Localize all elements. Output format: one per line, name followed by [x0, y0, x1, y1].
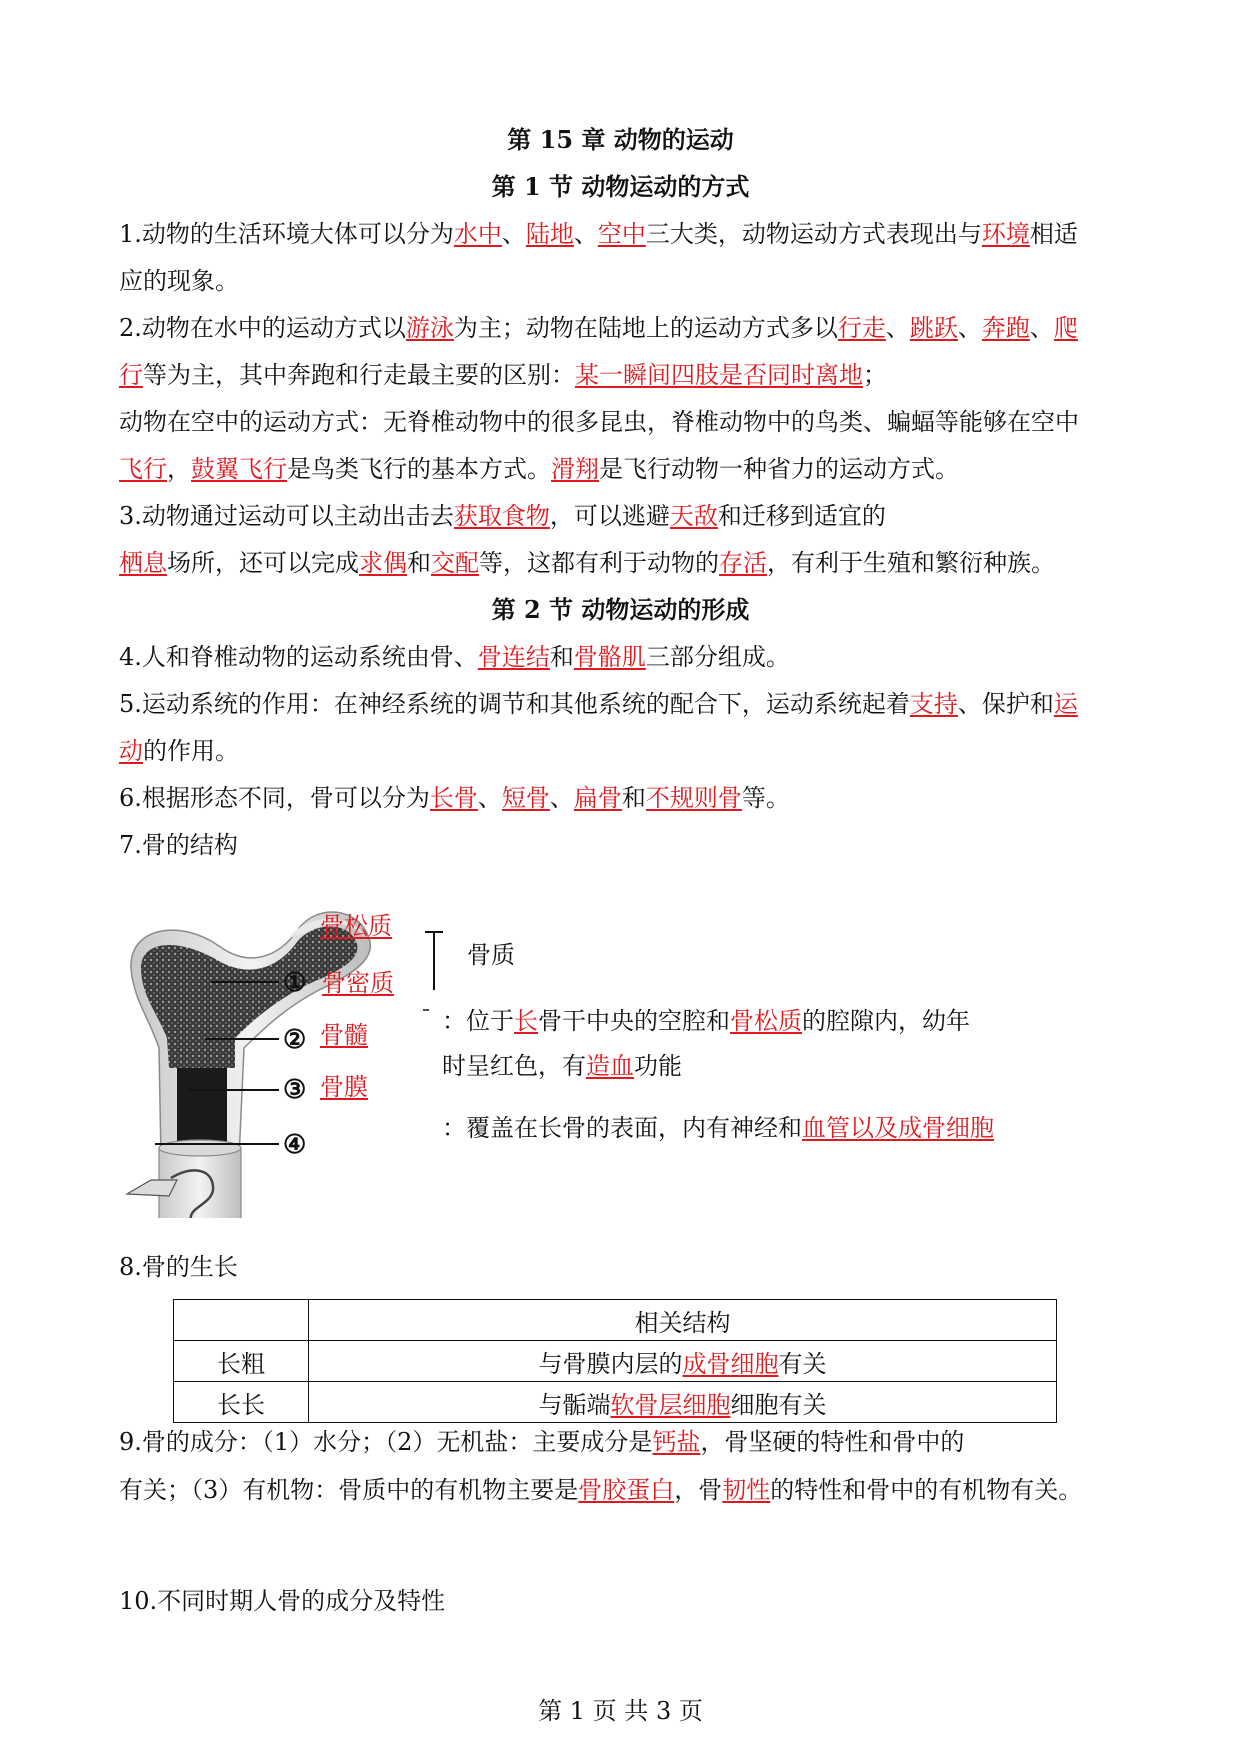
row-structure	[309, 1382, 1057, 1423]
text: 等为主，其中奔跑和行走最主要的区别：	[143, 361, 575, 389]
table-row	[174, 1382, 1057, 1423]
answer-blank: 韧性	[722, 1476, 771, 1504]
answer-blank: 造血	[586, 1052, 634, 1080]
text: 和	[621, 784, 646, 812]
text: 9.骨的成分：（1）水分；（2）无机盐：主要成分是	[119, 1428, 653, 1456]
item-3-line-1	[119, 501, 886, 531]
answer-blank: 空中	[597, 220, 646, 248]
periosteum-description	[442, 1113, 994, 1143]
table-header-empty	[174, 1300, 309, 1341]
item-2-line-2	[119, 360, 887, 390]
answer-blank: 陆地	[525, 220, 574, 248]
item-1-line-2: 应的现象。	[119, 267, 239, 295]
text: ：位于	[442, 1007, 514, 1035]
answer-blank: 不规则骨	[645, 784, 742, 812]
bracket-line	[421, 930, 451, 1060]
table-row	[174, 1341, 1057, 1382]
answer-blank: 运	[1053, 690, 1078, 718]
answer-blank: 鼓翼飞行	[191, 455, 287, 483]
answer-blank: 长	[514, 1007, 538, 1035]
text: 6.根据形态不同，骨可以分为	[119, 784, 430, 812]
row-structure	[309, 1341, 1057, 1382]
answer-blank: 钙盐	[652, 1428, 701, 1456]
text: 的作用。	[143, 737, 239, 765]
bone-substance-label: 骨质	[467, 941, 515, 969]
answer-blank: 滑翔	[551, 455, 599, 483]
text: 、	[957, 314, 982, 342]
item-4-line-1	[119, 642, 790, 672]
row-label: 长长	[174, 1382, 309, 1423]
answer-blank: 环境	[981, 220, 1030, 248]
text: 2.动物在水中的运动方式以	[119, 314, 406, 342]
marrow-cavity	[177, 1068, 227, 1148]
text: 与骨膜内层的	[538, 1349, 683, 1378]
answer-blank: 骨骼肌	[573, 643, 646, 671]
answer-blank: 栖息	[119, 549, 167, 577]
answer-blank: 游泳	[405, 314, 454, 342]
answer-blank: 奔跑	[981, 314, 1030, 342]
long-bone-illustration	[119, 898, 449, 1218]
text: 5.运动系统的作用：在神经系统的调节和其他系统的配合下，运动系统起着	[119, 690, 910, 718]
page-footer: 第 1 页 共 3 页	[538, 1697, 703, 1725]
item-2-line-4	[119, 454, 959, 484]
answer-blank: 跳跃	[909, 314, 958, 342]
bone-growth-table	[173, 1299, 1057, 1423]
label-compact-bone: 骨密质	[322, 969, 394, 997]
text: 有关；（3）有机物：骨质中的有机物主要是	[119, 1476, 579, 1504]
periosteum-flap	[127, 1180, 177, 1196]
text: 与骺端	[538, 1390, 611, 1419]
answer-blank: 支持	[909, 690, 958, 718]
text: ，骨坚硬的特性和骨中的	[700, 1428, 965, 1456]
text: 、	[573, 220, 598, 248]
answer-blank: 水中	[453, 220, 502, 248]
text: 的腔隙内，幼年	[802, 1007, 970, 1035]
marrow-description-line-1	[442, 1006, 970, 1036]
text: 、	[885, 314, 910, 342]
text: ；	[863, 361, 887, 389]
answer-blank: 软骨层细胞	[610, 1390, 731, 1419]
marker-1: ①	[283, 968, 307, 998]
answer-blank: 行走	[837, 314, 886, 342]
answer-blank: 血管以及成骨细胞	[802, 1114, 994, 1142]
item-7-title: 7.骨的结构	[119, 831, 238, 859]
chapter-title: 第 15 章 动物的运动	[507, 125, 734, 154]
text: 4.人和脊椎动物的运动系统由骨、	[119, 643, 478, 671]
answer-blank: 某一瞬间四肢是否同时离地	[575, 361, 863, 389]
bone-structure-figure	[119, 898, 1059, 1218]
answer-blank: 飞行	[119, 455, 167, 483]
table-header-cell: 相关结构	[309, 1300, 1057, 1341]
answer-blank: 行	[119, 361, 143, 389]
marker-3: ③	[283, 1075, 307, 1105]
answer-blank: 求偶	[359, 549, 407, 577]
answer-blank: 动	[119, 737, 143, 765]
text: 有关	[778, 1349, 827, 1378]
item-5-line-1	[119, 689, 1078, 719]
answer-blank: 短骨	[501, 784, 550, 812]
text: 、	[549, 784, 574, 812]
item-9-line-1	[119, 1427, 964, 1457]
marker-2: ②	[283, 1025, 307, 1055]
item-2-line-1	[119, 313, 1078, 343]
item-6-line-1	[119, 783, 790, 813]
text: ，有利于生殖和繁衍种族。	[767, 549, 1055, 577]
text: 等，这都有利于动物的	[479, 549, 719, 577]
answer-blank: 获取食物	[453, 502, 550, 530]
label-marrow: 骨髓	[320, 1021, 368, 1049]
text: 、保护和	[957, 690, 1054, 718]
text: 相适	[1029, 220, 1078, 248]
bone-cut-surface	[159, 1140, 241, 1156]
text: 、	[477, 784, 502, 812]
text: 场所，还可以完成	[167, 549, 359, 577]
marker-4: ④	[283, 1130, 307, 1160]
item-8-title: 8.骨的生长	[119, 1253, 238, 1281]
text: 时呈红色，有	[442, 1052, 586, 1080]
section-2-title: 第 2 节 动物运动的形成	[491, 595, 750, 624]
text: 和	[549, 643, 574, 671]
item-1-line-1	[119, 219, 1078, 249]
label-spongy-bone: 骨松质	[320, 912, 392, 940]
answer-blank: 存活	[719, 549, 767, 577]
item-5-line-2	[119, 736, 239, 766]
text: 和迁移到适宜的	[717, 502, 886, 530]
answer-blank: 骨松质	[730, 1007, 802, 1035]
text: 三部分组成。	[645, 643, 790, 671]
text: 骨干中央的空腔和	[538, 1007, 730, 1035]
text: 是鸟类飞行的基本方式。	[287, 455, 551, 483]
marrow-description-line-2	[442, 1051, 682, 1081]
text: 、	[501, 220, 526, 248]
item-9-line-2	[119, 1475, 1082, 1505]
answer-blank: 骨连结	[477, 643, 550, 671]
section-1-title: 第 1 节 动物运动的方式	[491, 172, 750, 201]
text: 的特性和骨中的有机物有关。	[770, 1476, 1083, 1504]
answer-blank: 扁骨	[573, 784, 622, 812]
answer-blank: 天敌	[669, 502, 718, 530]
text: ，	[167, 455, 191, 483]
text: 1.动物的生活环境大体可以分为	[119, 220, 454, 248]
text: ，可以逃避	[549, 502, 670, 530]
answer-blank: 交配	[431, 549, 479, 577]
table-header-row	[174, 1300, 1057, 1341]
row-label: 长粗	[174, 1341, 309, 1382]
text: 三大类，动物运动方式表现出与	[645, 220, 982, 248]
text: 细胞有关	[730, 1390, 827, 1419]
answer-blank: 长骨	[429, 784, 478, 812]
answer-blank: 骨胶蛋白	[578, 1476, 675, 1504]
answer-blank: 爬	[1053, 314, 1078, 342]
answer-blank: 成骨细胞	[682, 1349, 779, 1378]
text: 功能	[634, 1052, 682, 1080]
text: 3.动物通过运动可以主动出击去	[119, 502, 454, 530]
label-periosteum: 骨膜	[320, 1073, 368, 1101]
text: 为主；动物在陆地上的运动方式多以	[453, 314, 838, 342]
text: ：覆盖在长骨的表面，内有神经和	[442, 1114, 802, 1142]
text: 是飞行动物一种省力的运动方式。	[599, 455, 959, 483]
text: 、	[1029, 314, 1054, 342]
text: 和	[407, 549, 431, 577]
text: ，骨	[674, 1476, 723, 1504]
item-2-line-3: 动物在空中的运动方式：无脊椎动物中的很多昆虫，脊椎动物中的鸟类、蝙蝠等能够在空中	[119, 408, 1079, 436]
item-3-line-2	[119, 548, 1055, 578]
item-10-title: 10.不同时期人骨的成分及特性	[119, 1587, 446, 1615]
text: 等。	[741, 784, 790, 812]
